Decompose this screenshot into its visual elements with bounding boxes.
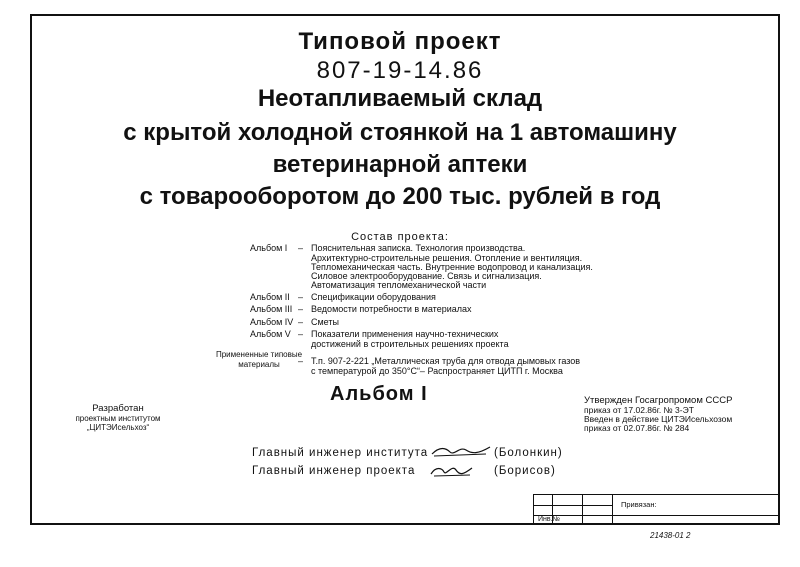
sheet-code: 21438-01 2	[650, 531, 691, 540]
album-2-line: Спецификации оборудования	[311, 292, 436, 302]
album-2-dash: –	[298, 292, 304, 302]
approval-block	[584, 396, 732, 433]
materials-line: с температурой до 350°С“– Распространяет ЦИТП г. Москва	[311, 366, 563, 376]
developed-by-line: „ЦИТЭИсельхоз“	[86, 423, 150, 432]
album-4-label: Альбом IV	[250, 317, 294, 327]
developed-by-line: проектным институтом	[75, 414, 161, 423]
materials-label-line: материалы	[238, 360, 280, 369]
album-5-dash: –	[298, 329, 304, 339]
album-5-label: Альбом V	[250, 329, 291, 339]
album-5-line: Показатели применения научно-технических	[311, 329, 499, 339]
chief-engineer-institute-name: (Болонкин)	[494, 447, 563, 459]
album-1-line: Тепломеханическая часть. Внутренние водопровод и канализация.	[311, 262, 593, 272]
approval-line: Утвержден Госагропромом СССР	[584, 395, 733, 406]
title-line-3: ветеринарной аптеки	[272, 151, 528, 178]
chief-engineer-project-role: Главный инженер проекта	[252, 465, 416, 477]
chief-engineer-project-name: (Борисов)	[494, 465, 556, 477]
album-3-label: Альбом III	[250, 304, 293, 314]
developed-by-heading: Разработан	[92, 403, 144, 414]
signature-2-image	[428, 460, 478, 482]
title-line-1: Неотапливаемый склад	[257, 85, 543, 112]
album-title: Альбом I	[330, 383, 428, 405]
album-1-dash: –	[298, 243, 304, 253]
album-3-dash: –	[298, 304, 304, 314]
signature-1-image	[430, 442, 492, 460]
developed-by-block	[70, 403, 166, 432]
doc-type-heading: Типовой проект	[298, 28, 502, 55]
materials-label	[214, 350, 304, 370]
title-line-4: с товарооборотом до 200 тыс. рублей в год	[139, 183, 661, 210]
chief-engineer-institute-role: Главный инженер института	[252, 447, 429, 459]
album-3-line: Ведомости потребности в материалах	[311, 304, 472, 314]
materials-label-line: Примененные типовые	[215, 350, 303, 359]
album-1-line: Пояснительная записка. Технология производства.	[311, 243, 526, 253]
stamp-inventory-label: Инв.№	[538, 516, 561, 523]
album-1-line: Силовое электрооборудование. Связь и сигнализация.	[311, 271, 542, 281]
stamp-tied-label: Привязан:	[621, 500, 657, 509]
album-5-line: достижений в строительных решениях проекта	[311, 339, 509, 349]
approval-line: приказ от 02.07.86г. № 284	[584, 423, 690, 433]
title-line-2: с крытой холодной стоянкой на 1 автомашину	[123, 119, 677, 146]
album-1-label: Альбом I	[250, 243, 288, 253]
composition-heading: Состав проекта:	[351, 231, 449, 243]
album-1-line: Автоматизация тепломеханической части	[311, 280, 487, 290]
materials-dash: –	[298, 356, 304, 366]
stamp-table	[533, 494, 780, 525]
album-4-line: Сметы	[311, 317, 339, 327]
approval-line: Введен в действие ЦИТЭИсельхозом	[584, 414, 733, 424]
approval-line: приказ от 17.02.86г. № 3-ЭТ	[584, 405, 694, 415]
album-1-line: Архитектурно-строительные решения. Отопление и вентиляция.	[311, 253, 583, 263]
project-number: 807-19-14.86	[316, 57, 484, 84]
album-2-label: Альбом II	[250, 292, 290, 302]
materials-line: Т.п. 907-2-221 „Металлическая труба для отвода дымовых газов	[311, 356, 581, 366]
album-4-dash: –	[298, 317, 304, 327]
